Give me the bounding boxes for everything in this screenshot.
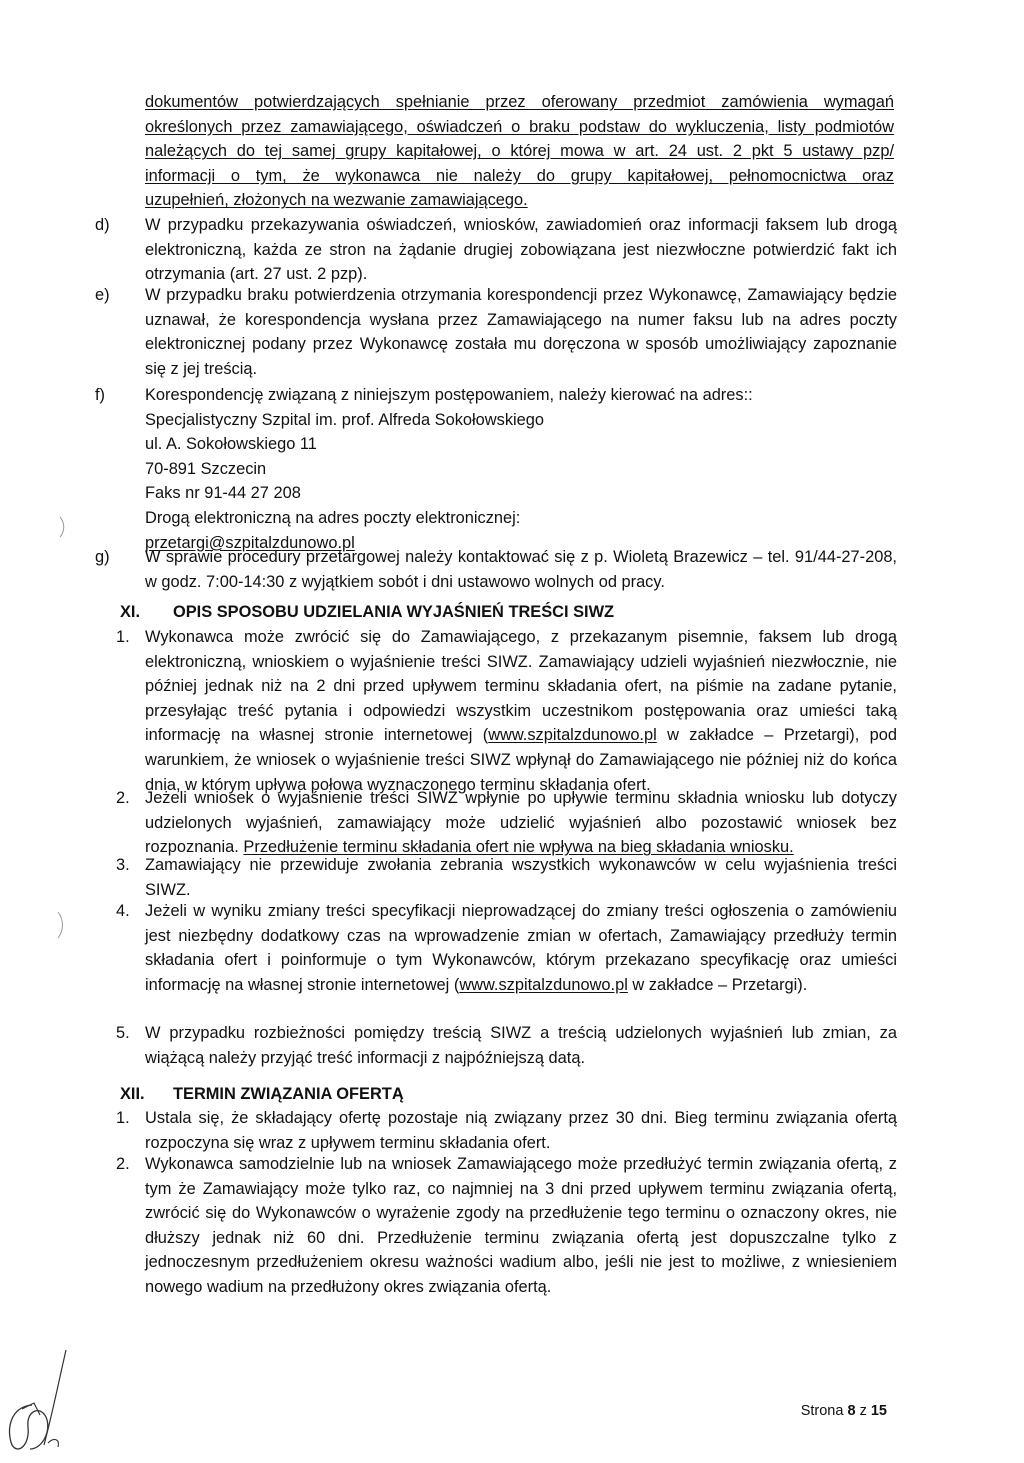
address-line: Specjalistyczny Szpital im. prof. Alfreda Sokołowskiego (145, 410, 545, 429)
underlined-note: Przedłużenie terminu składania ofert nie wpływa na bieg składania wniosku. (243, 838, 794, 857)
margin-mark (56, 910, 66, 940)
item-text: Zamawiający nie przewiduje zwołania zebrania wszystkich wykonawców w celu wyjaśnienia treści SIWZ. (145, 856, 897, 899)
item-label: f) (95, 386, 106, 404)
website-link[interactable]: www.szpitalzdunowo.pl (488, 726, 657, 745)
item-text: Wykonawca może zwrócić się do Zamawiającego, z przekazanym pisemnie, faksem lub drogą elektroniczną, wnioskiem o wyjaśnienie treści SIWZ. Zamawiający udzieli wyjaśnień niezwłocznie, nie później jednak niż na 2 dni przed upływem terminu składania ofert, na piśmie na zadane pytanie, przesyłając treść pytania i odpowiedzi wszystkim uczestnikom postępowania oraz umieści taką informację na własnej stronie internetowej (www.szpitalzdunowo.pl w zakładce – Przetargi), pod warunkiem, że wniosek o wyjaśnienie treści SIWZ wpłynął do Zamawiającego nie później niż do końca dnia, w którym upływa połowa wyznaczonego terminu składania ofert. (145, 628, 897, 794)
list-item (116, 899, 897, 997)
section-number: XII. (120, 1085, 145, 1103)
list-item (116, 1106, 897, 1155)
intro-line: informacji o tym, że wykonawca nie należy do grupy kapitałowej, pełnomocnictwa oraz (145, 166, 894, 185)
list-item-e (95, 283, 897, 381)
intro-line: należących do tej samej grupy kapitałowej, o której mowa w art. 24 ust. 2 pkt 5 ustawy pzp/ (145, 142, 894, 161)
item-text: W sprawie procedury przetargowej należy kontaktować się z p. Wioletą Brazewicz – tel. 91/44-27-208, w godz. 7:00-14:30 z wyjątkiem sobót i dni ustawowo wolnych od pracy. (145, 548, 897, 591)
item-text: W przypadku braku potwierdzenia otrzymania korespondencji przez Wykonawcę, Zamawiający będzie uznawał, że korespondencja wysłana przez Zamawiającego na numer faksu lub na adres poczty elektronicznej podany przez Wykonawcę została mu doręczona w sposób umożliwiający zapoznanie się z jej treścią. (145, 286, 897, 378)
list-item (116, 853, 897, 902)
list-item (116, 625, 897, 797)
margin-mark (58, 515, 68, 539)
address-line: 70-891 Szczecin (145, 459, 267, 478)
item-text: W przypadku rozbieżności pomiędzy treścią SIWZ a treścią udzielonych wyjaśnień lub zmian, za wiążącą należy przyjąć treść informacji z najpóźniejszą datą. (145, 1024, 897, 1067)
item-label: 5. (116, 1024, 130, 1042)
item-label: d) (95, 216, 110, 234)
item-label: 2. (116, 1155, 130, 1173)
item-label: 2. (116, 789, 130, 807)
list-item-f (95, 383, 897, 555)
item-label: g) (95, 548, 110, 566)
website-link[interactable]: www.szpitalzdunowo.pl (459, 975, 628, 994)
item-text: W przypadku przekazywania oświadczeń, wniosków, zawiadomień oraz informacji faksem lub drogą elektroniczną, każda ze stron na żądanie drugiej zobowiązana jest niezwłoczne potwierdzić fakt ich otrzymania (art. 27 ust. 2 pzp). (145, 216, 897, 284)
item-text: Wykonawca samodzielnie lub na wniosek Zamawiającego może przedłużyć termin związania ofertą, z tym że Zamawiający może tylko raz, co najmniej na 3 dni przed upływem terminu związania ofertą, zwrócić się do Wykonawców o wyrażenie zgody na przedłużenie tego terminu o oznaczony okres, nie dłuższy jednak niż 60 dni. Przedłużenie terminu związania ofertą jest dopuszczalne tylko z jednoczesnym przedłużeniem okresu ważności wadium albo, jeśli nie jest to możliwe, z wniesieniem nowego wadium na przedłużony okres związania ofertą. (145, 1155, 897, 1296)
item-text: Ustala się, że składający ofertę pozostaje nią związany przez 30 dni. Bieg terminu związania ofertą rozpoczyna się wraz z upływem terminu składania ofert. (145, 1109, 897, 1152)
email-link[interactable]: przetargi@szpitalzdunowo.pl (145, 533, 355, 552)
item-label: 3. (116, 856, 130, 874)
list-item (116, 786, 897, 860)
list-item-g (95, 545, 897, 594)
intro-line: dokumentów potwierdzających spełnianie przez oferowany przedmiot zamówienia wymagań (145, 93, 894, 111)
signature-mark (0, 1345, 80, 1455)
page-number: Strona 8 z 15 (800, 1403, 887, 1419)
intro-line: określonych przez zamawiającego, oświadczeń o braku podstaw do wykluczenia, listy podmiotów (145, 117, 894, 136)
item-label: e) (95, 286, 110, 304)
address-line: ul. A. Sokołowskiego 11 (145, 435, 317, 454)
list-item (116, 1152, 897, 1300)
section-title: TERMIN ZWIĄZANIA OFERTĄ (173, 1085, 404, 1103)
section-title: OPIS SPOSOBU UDZIELANIA WYJAŚNIEŃ TREŚCI SIWZ (173, 603, 615, 621)
item-label: 1. (116, 628, 130, 646)
item-text: Jeżeli w wyniku zmiany treści specyfikacji nieprowadzącej do zmiany treści ogłoszenia o zamówieniu jest niezbędny dodatkowy czas na wprowadzenie zmian w ofertach, Zamawiający przedłuży termin składania ofert i poinformuje o tym Wykonawców, którym przekazano specyfikację oraz umieści informację na własnej stronie internetowej (www.szpitalzdunowo.pl w zakładce – Przetargi). (145, 902, 897, 994)
list-item (116, 1021, 897, 1070)
intro-block (145, 90, 894, 213)
item-label: 1. (116, 1109, 130, 1127)
item-text: Korespondencję związaną z niniejszym postępowaniem, należy kierować na adres:: (145, 386, 753, 404)
intro-line: uzupełnień, złożonych na wezwanie zamawiającego. (145, 191, 528, 210)
address-line: Drogą elektroniczną na adres poczty elektronicznej: (145, 508, 521, 527)
item-label: 4. (116, 902, 130, 920)
list-item-d (95, 213, 897, 287)
address-line: Faks nr 91-44 27 208 (145, 484, 301, 503)
section-number: XI. (120, 603, 141, 621)
item-text: Jeżeli wniosek o wyjaśnienie treści SIWZ wpłynie po upływie terminu składnia wniosku lub dotyczy udzielonych wyjaśnień, zamawiający może udzielić wyjaśnień albo pozostawić wniosek bez rozpoznania. Przedłużenie terminu składania ofert nie wpływa na bieg składania wniosku. (145, 789, 897, 857)
